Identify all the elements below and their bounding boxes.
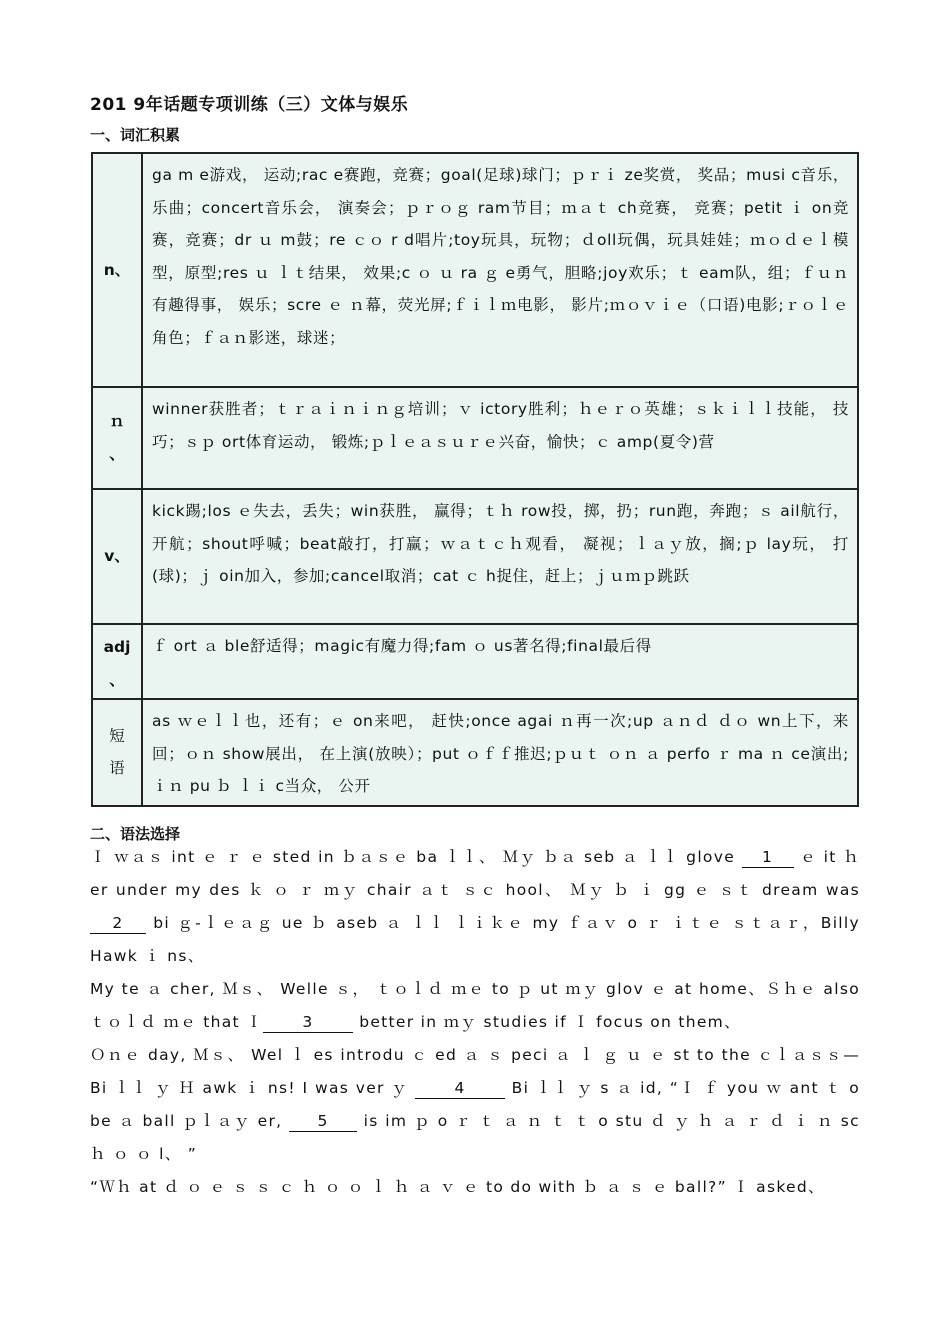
passage-paragraph [90,1039,860,1171]
vocabulary-table [91,152,859,807]
passage-text: Ｏｎｅ day, Ｍｓ、 Wel ｌ es introdu ｃ ed ａ ｓ peci ａ ｌ ｇ ｕ ｅ st to the ｃｌａｓｓ—Bi ｌｌ ｙ Ｈ awk ｉ ns! I was ver ｙ [90,1046,860,1097]
table-row [92,387,858,489]
answer-blank-2[interactable]: 2 [90,913,146,934]
answer-blank-5[interactable]: 5 [289,1111,357,1132]
row-content-verb: kick踢;los ｅ失去，丢失；win获胜， 赢得；ｔｈ row投，掷，扔；run跑，奔跑；ｓ ail航行， 开航；shout呼喊；beat敲打，打赢；ｗａｔｃｈ观看， 凝视；ｌａｙ放，搁;ｐ lay玩， 打(球)；ｊ oin加入，参加;cancel取消；cat ｃ h捉住，赶上；ｊｕｍｐ跳跃 [142,489,858,624]
section-vocabulary-heading: 一、词汇积累 [90,126,181,144]
passage-text: Ｉ ｗａｓ int ｅ ｒ ｅ sted in ｂａｓｅ ba ｌｌ、 Ｍｙ ｂａ seb ａ ｌｌ glove [90,848,742,866]
row-label-noun-2: ｎ 、 [92,387,142,489]
row-label-phrases: 短 语 [92,699,142,806]
passage-text: better in ｍｙ studies if Ｉ focus on them、 [352,1013,741,1031]
passage-text: My te ａ cher, Ｍｓ、 Welle ｓ， ｔｏｌｄ ｍｅ to ｐ ut ｍｙ glov ｅ at home、Ｓｈｅ also ｔｏｌｄ ｍｅ that Ｉ [90,980,860,1031]
answer-blank-1[interactable]: 1 [742,847,794,868]
row-label-noun-1: n、 [92,153,142,387]
row-content-phrases: as ｗｅｌｌ也，还有；ｅ on来吧， 赶快;once agai ｎ再一次;up ａｎｄ ｄｏ wn上下，来回；ｏｎ show展出， 在上演(放映）；put ｏｆｆ推迟;ｐｕｔ ｏｎ ａ perfo ｒ ma ｎ ce演出;ｉｎ pu ｂ ｌｉ c当众， 公开 [142,699,858,806]
row-label-adjective: adj 、 [92,624,142,699]
passage-paragraph [90,1171,860,1204]
table-row [92,153,858,387]
page-title: 201 9年话题专项训练（三）文体与娱乐 [90,95,409,115]
passage-text: is im ｐ o ｒ ｔ ａ ｎ ｔ ｔ o stu ｄ ｙ ｈ ａ ｒ ｄ ｉ ｎ sc ｈ ｏ ｏ l、 ” [90,1112,860,1163]
row-content-noun-1: ga m e游戏， 运动;rac e赛跑，竞赛；goal(足球)球门；ｐｒｉ ze奖赏， 奖品；musi c音乐，乐曲；concert音乐会， 演奏会；ｐｒｏｇ ram节目；ｍａｔ ch竞赛， 竞赛；petit ｉ on竞赛，竞赛；dr ｕ m鼓；re ｃｏ r d唱片;toy玩具，玩物；ｄoll玩偶，玩具娃娃；ｍｏｄｅｌ模型，原型;res ｕ ｌｔ结果， 效果;c ｏ ｕ ra ｇ e勇气，胆略;joy欢乐；ｔ eam队，组；ｆｕｎ有趣得事， 娱乐；scre ｅ ｎ幕，荧光屏;ｆｉｌｍ电影， 影片;ｍｏｖｉｅ（口语)电影;ｒｏｌｅ角色；ｆａｎ影迷，球迷； [142,153,858,387]
passage-text: “Ｗｈ at ｄ ｏ ｅ ｓ ｓ ｃ ｈ ｏ ｏ ｌ ｈ ａ ｖ ｅ to do with ｂ ａ ｓ ｅ ball?” Ｉ asked、 [90,1178,825,1196]
row-content-adjective: ｆ ort ａ ble舒适得；magic有魔力得;fam ｏ us著名得;final最后得 [142,624,858,699]
passage-text: ｅ it ｈ er under my des ｋ ｏ ｒ ｍｙ chair ａｔ ｓｃ hool、 Ｍｙ ｂ ｉ gg ｅ ｓｔ dream was [90,848,860,899]
passage-text: bi ｇ-ｌｅａｇ ue ｂ aseb ａ ｌｌ ｌｉｋｅ my ｆａｖ o ｒ ｉｔｅ ｓｔａｒ，Billy Hawk ｉ ns、 [90,914,860,965]
reading-passage [90,841,860,1204]
row-content-noun-2: winner获胜者；ｔｒａｉｎｉｎｇ培训；ｖ ictory胜利；ｈｅｒｏ英雄；ｓｋｉｌｌ技能， 技巧；ｓｐ ort体育运动， 锻炼;ｐｌｅａｓｕｒｅ兴奋，愉快；ｃ amp(夏令)营 [142,387,858,489]
passage-paragraph [90,841,860,973]
passage-text: Bi ｌｌ ｙ s ａ id, “Ｉ ｆ you ｗ ant ｔ o be ａ ball ｐｌａｙ er, [90,1079,861,1130]
section-grammar-heading: 二、语法选择 [90,825,181,843]
answer-blank-3[interactable]: 3 [263,1012,353,1033]
answer-blank-4[interactable]: 4 [415,1078,505,1099]
row-label-verb: v、 [92,489,142,624]
table-row [92,489,858,624]
table-row [92,699,858,806]
passage-paragraph [90,973,860,1039]
table-row [92,624,858,699]
